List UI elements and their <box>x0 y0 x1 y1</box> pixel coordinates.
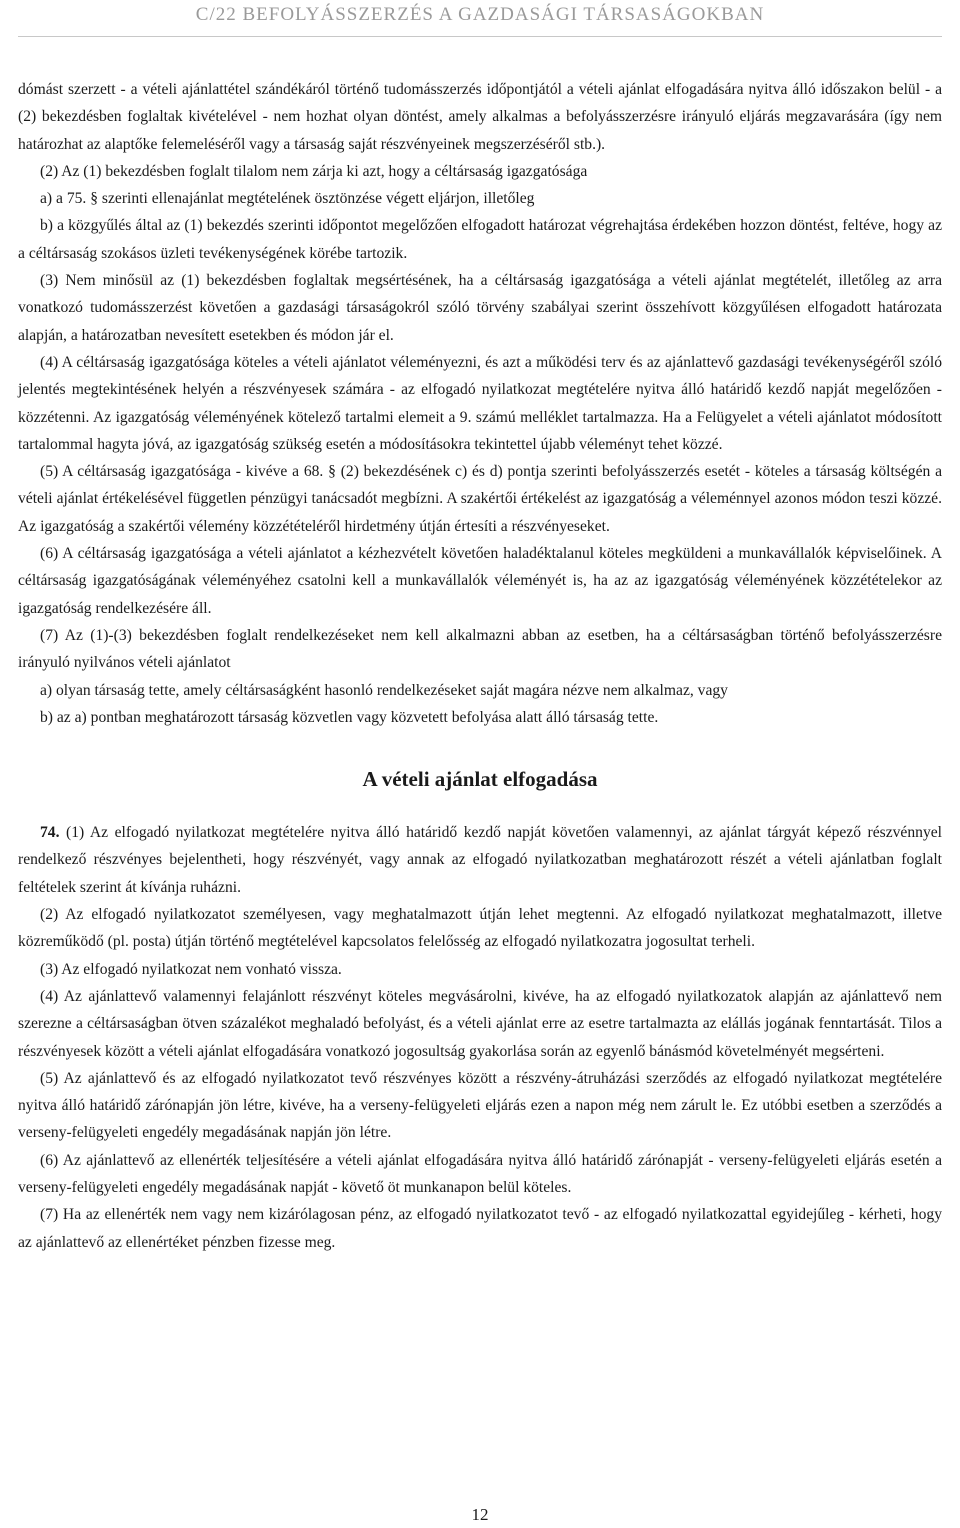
section-heading: A vételi ajánlat elfogadása <box>362 767 598 792</box>
section-number: 74. <box>40 824 60 842</box>
paragraph-text: (1) Az elfogadó nyilatkozat megtételére nyitva álló határidő kezdő napját követően valamennyi, az ajánlat tárgyát képező részvénnyel rendelkező részvényes bejelentheti, hogy részvényét, vagy annak az elfogadó nyilatkozatban meghatározott részét a vételi ajánlatban foglalt feltételek szerint át kívánja ruházni. <box>18 824 943 896</box>
paragraph: (4) A céltársaság igazgatósága köteles a vételi ajánlatot véleményezni, és azt a működési terv és az ajánlattevő gazdasági tevékenységéről szóló jelentés megtekintésének helyén a részvényesek számára - az elfogadó nyilatkozat megtételére nyitva álló határidő kezdő napját megelőzően - közzétenni. Az igazgatóság véleményének kötelező tartalmi elemeit a 9. számú melléklet tartalmazza. Ha a Felügyelet a vételi ajánlatot módosított tartalommal hagyta jóvá, az igazgatóság szükség esetén a módosításokra tekintettel újabb véleményt tehet közzé. <box>18 353 942 453</box>
running-header: C/22 BEFOLYÁSSZERZÉS A GAZDASÁGI TÁRSASÁGOKBAN <box>195 4 765 25</box>
page-number: 12 <box>471 1505 489 1524</box>
document-page <box>18 0 942 1528</box>
header-rule <box>18 36 942 37</box>
paragraph: (3) Nem minősül az (1) bekezdésben foglaltak megsértésének, ha a céltársaság igazgatósága a vételi ajánlat megtételét, illetőleg az arra vonatkozó tudomásszerzést követően a gazdasági társaságokról szóló törvény szabályai szerint összehívott közgyűlésen elfogadott határozata alapján, a határozatban nevesített esetekben és módon jár el. <box>18 272 942 344</box>
paragraph: a) a 75. § szerinti ellenajánlat megtételének ösztönzése végett eljárjon, illetőleg <box>40 190 535 208</box>
paragraph: dómást szerzett - a vételi ajánlattétel szándékáról történő tudomásszerzés időpontjától a vételi ajánlat elfogadására nyitva álló időszakon belül - a (2) bekezdésben foglaltak kivételével - nem hozhat olyan döntést, amely alkalmas a befolyásszerzésre irányuló eljárás megzavarására (így nem határozhat az alaptőke felemeléséről vagy a társaság saját részvényeinek megszerzéséről stb.). <box>18 81 942 153</box>
paragraph: (5) Az ajánlattevő és az elfogadó nyilatkozatot tevő részvényes között a részvény-átruházási szerződés az elfogadó nyilatkozat megtételére nyitva álló határidő zárónapján jön létre, kivéve, ha a verseny-felügyeleti eljárás ezen a napon még nem zárult le. Ez utóbbi esetben a szerződés a verseny-felügyeleti engedély megadásának napján jön létre. <box>18 1069 942 1142</box>
paragraph: (5) A céltársaság igazgatósága - kivéve a 68. § (2) bekezdésének c) és d) pontja szerinti befolyásszerzés esetét - köteles a társaság költségén a vételi ajánlat értékelésével független pénzügyi tanácsadót megbízni. A szakértői értékelést az igazgatóság a véleménnyel azonos módon teszi közzé. Az igazgatóság a szakértői vélemény közzétételéről hirdetmény útján értesíti a részvényeseket. <box>18 463 942 535</box>
paragraph: a) olyan társaság tette, amely céltársaságként hasonló rendelkezéseket saját magára nézve nem alkalmaz, vagy <box>40 681 728 699</box>
paragraph: b) a közgyűlés által az (1) bekezdés szerinti időpontot megelőzően elfogadott határozat végrehajtása érdekében hozzon döntést, feltéve, hogy az a céltársaság szokásos üzleti tevékenységének körébe tartozik. <box>18 217 942 262</box>
paragraph: (7) Ha az ellenérték nem vagy nem kizárólagosan pénz, az elfogadó nyilatkozatot tevő - az elfogadó nyilatkozattal egyidejűleg - kérheti, hogy az ajánlattevő az ellenértéket pénzben fizesse meg. <box>18 1206 942 1251</box>
paragraph: (4) Az ajánlattevő valamennyi felajánlott részvényt köteles megvásárolni, kivéve, ha az elfogadó nyilatkozatok alapján az ajánlattevő nem szerezne a céltársaságban ötven százalékot meghaladó befolyást, és a vételi ajánlat erre az esetre tartalmazta az elállás jogának fenntartását. Tilos a részvényesek között a vételi ajánlat elfogadására vonatkozó jogosultság gyakorlása során az egyenlő bánásmód követelményét megsérteni. <box>18 987 942 1060</box>
paragraph: (6) A céltársaság igazgatósága a vételi ajánlatot a kézhezvételt követően haladéktalanul köteles megküldeni a munkavállalók képviselőinek. A céltársaság igazgatóságának véleményéhez csatolni kell a munkavállalók véleményét is, ha az az igazgatóság véleményének közzétételekor az igazgatóság rendelkezésére áll. <box>18 545 942 617</box>
paragraph <box>18 819 942 901</box>
paragraph: (3) Az elfogadó nyilatkozat nem vonható vissza. <box>40 960 342 978</box>
paragraph: (6) Az ajánlattevő az ellenérték teljesítésére a vételi ajánlat elfogadására nyitva álló határidő zárónapját - verseny-felügyeleti eljárás esetén a verseny-felügyeleti engedély megadásának napját - követő öt munkanapon belül köteles. <box>18 1151 942 1196</box>
paragraph: b) az a) pontban meghatározott társaság közvetlen vagy közvetett befolyása alatt álló társaság tette. <box>40 708 659 726</box>
paragraph: (7) Az (1)-(3) bekezdésben foglalt rendelkezéseket nem kell alkalmazni abban az esetben, ha a céltársaságban történő befolyásszerzésre irányuló nyilvános vételi ajánlatot <box>18 626 942 672</box>
body-text <box>18 76 942 1256</box>
paragraph: (2) Az (1) bekezdésben foglalt tilalom nem zárja ki azt, hogy a céltársaság igazgatósága <box>40 162 588 180</box>
paragraph: (2) Az elfogadó nyilatkozatot személyesen, vagy meghatalmazott útján lehet megtenni. Az elfogadó nyilatkozat meghatalmazott, illetve közreműködő (pl. posta) útján történő megtételével kapcsolatos felelősség az elfogadó nyilatkozatra jogosultat terheli. <box>18 906 942 951</box>
